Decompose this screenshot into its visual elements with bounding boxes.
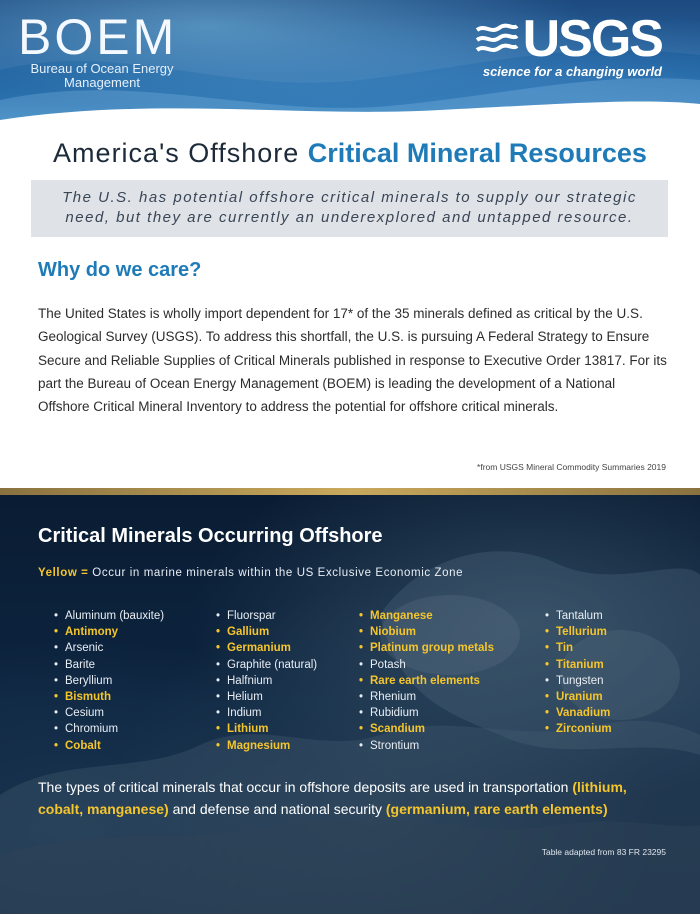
minerals-column-4 — [545, 608, 612, 738]
mineral-name: Manganese — [370, 610, 433, 622]
mineral-name: Tantalum — [556, 610, 603, 622]
usgs-wave-icon — [475, 20, 519, 58]
color-legend: Yellow = Occur in marine minerals within the US Exclusive Economic Zone — [38, 567, 464, 579]
mineral-name: Fluorspar — [227, 610, 276, 622]
boem-wordmark: BOEM — [18, 9, 178, 65]
bullet-icon: • — [359, 707, 364, 720]
mineral-item — [545, 721, 612, 737]
bullet-icon: • — [54, 642, 59, 655]
mineral-name: Indium — [227, 707, 262, 720]
mineral-item — [545, 705, 612, 721]
bullet-icon: • — [216, 626, 221, 639]
offshore-heading: Critical Minerals Occurring Offshore — [38, 525, 383, 547]
boem-subtitle: Bureau of Ocean Energy Management — [30, 61, 174, 90]
mineral-name: Scandium — [370, 723, 425, 736]
mineral-name: Rubidium — [370, 707, 419, 720]
mineral-name: Graphite (natural) — [227, 658, 318, 671]
minerals-column-1 — [54, 608, 164, 754]
mineral-item — [216, 721, 317, 737]
mineral-item — [54, 657, 164, 673]
mineral-item — [545, 608, 612, 624]
boem-logo — [18, 9, 182, 90]
mineral-name: Halfnium — [227, 674, 273, 687]
mineral-item — [216, 657, 317, 673]
mineral-item — [359, 738, 494, 754]
bullet-icon: • — [545, 674, 550, 687]
mineral-name: Strontium — [370, 739, 420, 752]
mineral-name: Cobalt — [65, 739, 101, 752]
mineral-item — [545, 673, 612, 689]
why-paragraph: The United States is wholly import dependent for 17* of the 35 minerals defined as critical by the U.S. Geological Survey (USGS). To address this shortfall, the U.S. is pursuing A Federal Strategy to Ensure Secure and Reliable Supplies of Critical Minerals published in response to Executive Order 13817. For its part the Bureau of Ocean Energy Management (BOEM) is leading the development of a National Offshore Critical Mineral Inventory to address the potential for offshore critical minerals. — [38, 306, 667, 415]
mineral-name: Magnesium — [227, 739, 291, 752]
bullet-icon: • — [545, 691, 550, 704]
mineral-name: Rare earth elements — [370, 674, 480, 687]
mineral-name: Lithium — [227, 723, 269, 736]
bullet-icon: • — [216, 658, 221, 671]
mineral-name: Potash — [370, 658, 406, 671]
header-banner — [0, 0, 700, 135]
mineral-name: Tin — [556, 642, 574, 655]
table-source-note: Table adapted from 83 FR 23295 — [541, 847, 666, 857]
mineral-item — [216, 705, 317, 721]
mineral-item — [359, 624, 494, 640]
bullet-icon: • — [216, 642, 221, 655]
mineral-item — [216, 624, 317, 640]
bullet-icon: • — [545, 642, 550, 655]
mineral-item — [545, 640, 612, 656]
mineral-item — [359, 673, 494, 689]
bullet-icon: • — [216, 674, 221, 687]
mineral-name: Bismuth — [65, 691, 111, 704]
why-heading: Why do we care? — [38, 259, 202, 281]
minerals-column-3 — [359, 608, 494, 754]
gold-divider — [0, 488, 700, 495]
mineral-name: Uranium — [556, 691, 603, 704]
mineral-name: Chromium — [65, 723, 119, 736]
usgs-logo — [475, 10, 662, 79]
mineral-name: Antimony — [65, 626, 119, 639]
mineral-name: Barite — [65, 658, 96, 671]
bullet-icon: • — [359, 658, 364, 671]
mineral-name: Aluminum (bauxite) — [65, 610, 165, 622]
bullet-icon: • — [359, 674, 364, 687]
bullet-icon: • — [54, 691, 59, 704]
mineral-item — [54, 689, 164, 705]
summary-banner: The U.S. has potential offshore critical minerals to supply our strategic need, but they are currently an underexplored and untapped resource. — [31, 180, 668, 237]
mineral-item — [216, 689, 317, 705]
bullet-icon: • — [359, 723, 364, 736]
offshore-section — [0, 495, 700, 914]
bullet-icon: • — [54, 739, 59, 752]
mineral-name: Arsenic — [65, 642, 104, 655]
mineral-item — [54, 705, 164, 721]
bullet-icon: • — [216, 691, 221, 704]
mineral-item — [216, 673, 317, 689]
usgs-wordmark: USGS — [522, 10, 662, 68]
mineral-name: Beryllium — [65, 674, 113, 687]
minerals-column-2 — [216, 608, 317, 754]
mineral-item — [54, 640, 164, 656]
mineral-name: Platinum group metals — [370, 642, 494, 655]
bullet-icon: • — [54, 626, 59, 639]
bullet-icon: • — [359, 610, 364, 622]
bullet-icon: • — [545, 610, 550, 622]
bullet-icon: • — [216, 707, 221, 720]
bullet-icon: • — [545, 707, 550, 720]
mineral-name: Titanium — [556, 658, 604, 671]
bullet-icon: • — [545, 723, 550, 736]
bullet-icon: • — [545, 658, 550, 671]
mineral-item — [359, 721, 494, 737]
mineral-item — [359, 689, 494, 705]
mineral-item — [359, 608, 494, 624]
mineral-name: Vanadium — [556, 707, 611, 720]
bullet-icon: • — [216, 739, 221, 752]
bullet-icon: • — [54, 723, 59, 736]
usgs-tagline: science for a changing world — [482, 64, 662, 79]
mineral-name: Tungsten — [556, 674, 604, 687]
uses-paragraph: The types of critical minerals that occur in offshore deposits are used in transportation (lithium, cobalt, manganese) and defense and national security (germanium, rare earth elements) — [38, 779, 627, 817]
mineral-item — [216, 608, 317, 624]
bullet-icon: • — [54, 610, 59, 622]
page-title: America's Offshore Critical Mineral Resources — [53, 138, 647, 168]
mineral-name: Helium — [227, 691, 263, 704]
bullet-icon: • — [216, 723, 221, 736]
mineral-item — [359, 640, 494, 656]
mineral-item — [54, 673, 164, 689]
mineral-item — [545, 624, 612, 640]
mineral-item — [216, 738, 317, 754]
mineral-item — [54, 624, 164, 640]
bullet-icon: • — [54, 674, 59, 687]
mineral-item — [54, 721, 164, 737]
mineral-name: Tellurium — [556, 626, 607, 639]
bullet-icon: • — [359, 626, 364, 639]
bullet-icon: • — [216, 610, 221, 622]
bullet-icon: • — [359, 642, 364, 655]
mineral-name: Rhenium — [370, 691, 417, 704]
bullet-icon: • — [54, 707, 59, 720]
footnote: *from USGS Mineral Commodity Summaries 2019 — [477, 462, 666, 472]
mineral-item — [545, 657, 612, 673]
mineral-item — [54, 738, 164, 754]
mineral-name: Cesium — [65, 707, 104, 720]
bullet-icon: • — [54, 658, 59, 671]
mineral-name: Niobium — [370, 626, 416, 639]
mineral-name: Germanium — [227, 642, 291, 655]
bullet-icon: • — [359, 691, 364, 704]
mineral-item — [359, 657, 494, 673]
mineral-item — [216, 640, 317, 656]
minerals-list — [54, 608, 684, 758]
bullet-icon: • — [545, 626, 550, 639]
mineral-item — [359, 705, 494, 721]
bullet-icon: • — [359, 739, 364, 752]
mineral-name: Zirconium — [556, 723, 612, 736]
mineral-item — [54, 608, 164, 624]
mineral-item — [545, 689, 612, 705]
mineral-name: Gallium — [227, 626, 270, 639]
